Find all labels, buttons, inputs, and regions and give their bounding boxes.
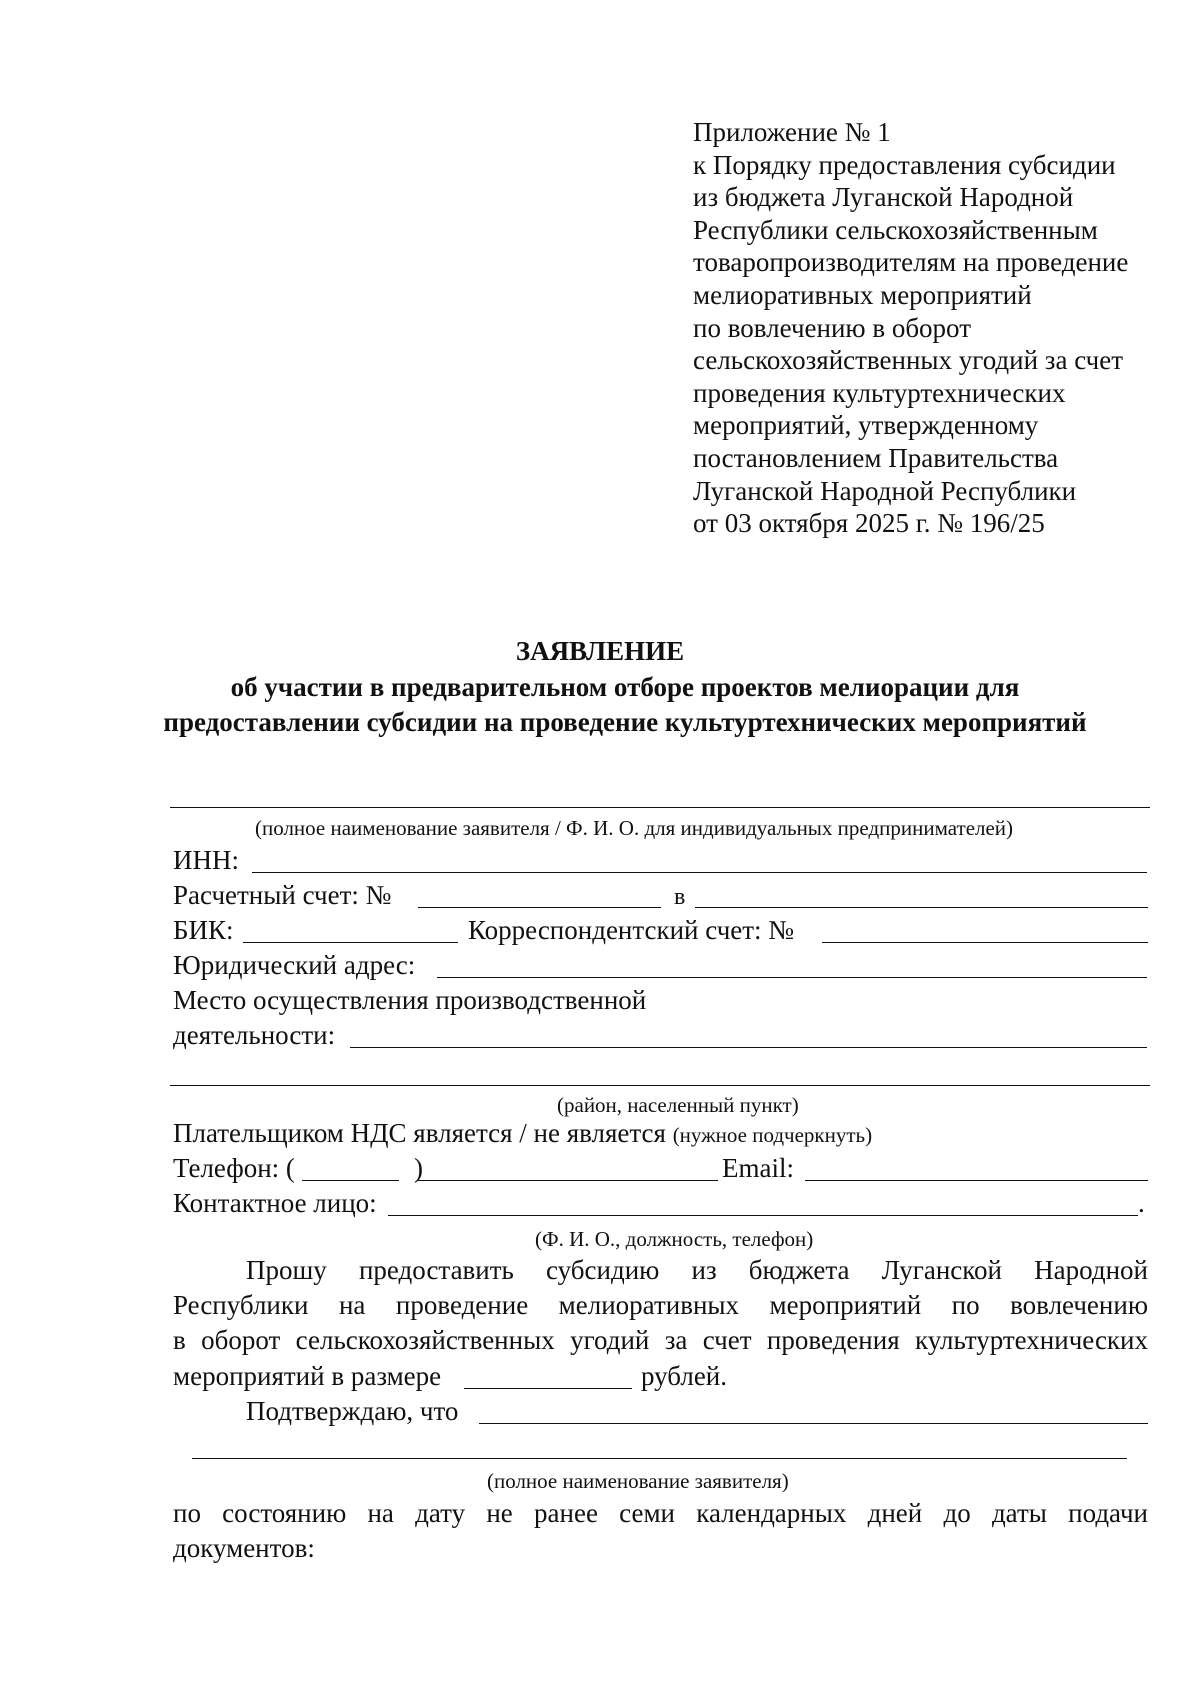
appendix-line: мелиоративных мероприятий (693, 279, 1032, 310)
vat-status-text (173, 1118, 872, 1150)
appendix-line: по вовлечению в оборот (693, 312, 972, 343)
phone-number-field[interactable] (418, 1180, 718, 1181)
appendix-line: Приложение № 1 (693, 117, 891, 147)
request-paragraph (173, 1253, 1148, 1358)
account-label: Расчетный счет: № (173, 880, 392, 910)
appendix-line: от 03 октября 2025 г. № 196/25 (693, 508, 1045, 539)
document-subtitle-line2: предоставлении субсидии на проведение культуртехнических мероприятий (163, 707, 1087, 737)
inn-label: ИНН: (173, 845, 239, 875)
contact-label: Контактное лицо: (173, 1188, 377, 1218)
vat-status-options[interactable]: Плательщиком НДС является / не является (173, 1118, 666, 1148)
request-amount-suffix: рублей. (641, 1361, 728, 1391)
appendix-line: сельскохозяйственных угодий за счет (693, 345, 1124, 376)
contact-field[interactable] (388, 1215, 1138, 1216)
legal-address-label: Юридический адрес: (173, 950, 416, 980)
bik-field[interactable] (243, 942, 458, 943)
request-line: Прошу предоставить субсидию из бюджета Луганской Народной (246, 1255, 1148, 1285)
email-field[interactable] (805, 1180, 1148, 1181)
corr-account-field[interactable] (822, 942, 1148, 943)
appendix-line: Луганской Народной Республики (693, 475, 1077, 506)
bik-label: БИК: (173, 915, 234, 945)
applicant-name-hint: (полное наименование заявителя / Ф. И. О. для индивидуальных предпринимателей) (255, 816, 1014, 840)
phone-label: Телефон: ( (173, 1153, 295, 1183)
phone-close-paren: ) (414, 1153, 423, 1183)
subsidy-amount-field[interactable] (464, 1388, 632, 1389)
confirm-hint: (полное наименование заявителя) (487, 1469, 789, 1493)
status-paragraph (173, 1496, 1148, 1566)
document-title: ЗАЯВЛЕНИЕ (515, 636, 685, 666)
appendix-line: к Порядку предоставления субсидии (693, 149, 1116, 180)
district-field[interactable] (170, 1085, 1150, 1086)
appendix-line: Республики сельскохозяйственным (693, 214, 1098, 245)
account-number-field[interactable] (418, 907, 661, 908)
appendix-line: из бюджета Луганской Народной (693, 182, 1074, 213)
request-line: Республики на проведение мелиоративных мероприятий по вовлечению (173, 1290, 1148, 1320)
applicant-name-field[interactable] (170, 807, 1150, 808)
production-place-field[interactable] (350, 1047, 1147, 1048)
document-subtitle-line1: об участии в предварительном отборе проектов мелиорации для (230, 672, 1020, 702)
confirm-label: Подтверждаю, что (246, 1396, 459, 1426)
appendix-line: товаропроизводителям на проведение (693, 247, 1129, 278)
request-amount-prefix: мероприятий в размере (173, 1361, 442, 1391)
contact-hint: (Ф. И. О., должность, телефон) (535, 1227, 814, 1251)
appendix-line: проведения культуртехнических (693, 377, 1066, 408)
corr-account-label: Корреспондентский счет: № (468, 915, 795, 945)
inn-field[interactable] (252, 872, 1147, 873)
status-line: документов: (173, 1533, 315, 1563)
account-bank-prep: в (674, 884, 686, 910)
confirm-applicant-field-2[interactable] (192, 1458, 1127, 1459)
appendix-line: постановлением Правительства (693, 442, 1059, 473)
district-hint: (район, населенный пункт) (557, 1093, 799, 1117)
account-bank-field[interactable] (695, 907, 1148, 908)
appendix-header (693, 116, 1173, 540)
status-line: по состоянию на дату не ранее семи календарных дней до даты подачи (173, 1498, 1148, 1528)
contact-end-dot: . (1138, 1188, 1145, 1218)
phone-code-field[interactable] (302, 1180, 399, 1181)
vat-hint: (нужное подчеркнуть) (672, 1123, 873, 1147)
appendix-line: мероприятий, утвержденному (693, 410, 1039, 441)
legal-address-field[interactable] (437, 977, 1147, 978)
request-line: в оборот сельскохозяйственных угодий за счет проведения культуртехнических (173, 1325, 1148, 1355)
email-label: Email: (722, 1153, 794, 1183)
production-place-label-2: деятельности: (173, 1020, 336, 1050)
confirm-applicant-field[interactable] (479, 1423, 1148, 1424)
production-place-label: Место осуществления производственной (173, 985, 647, 1015)
